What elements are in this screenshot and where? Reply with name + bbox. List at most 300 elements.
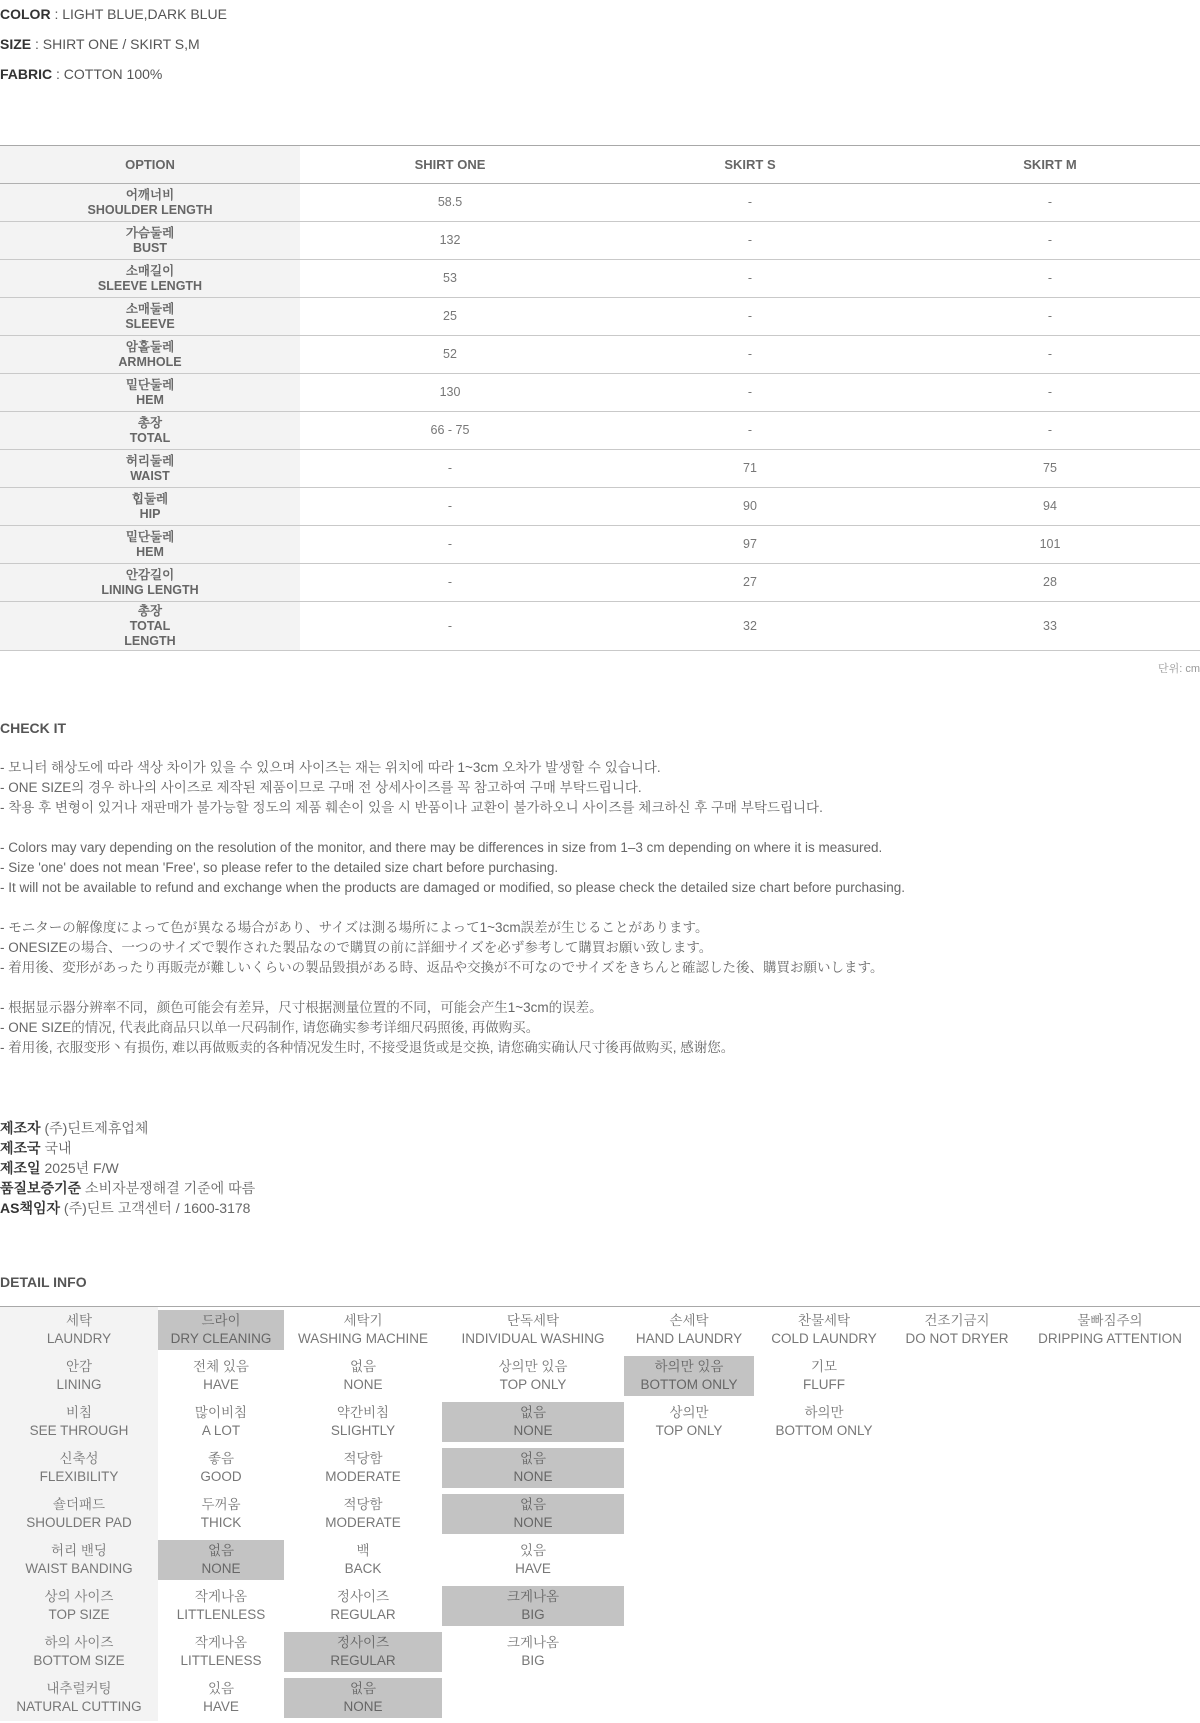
detail-option-en: BOTTOM SIZE bbox=[33, 1652, 125, 1668]
size-value: - bbox=[600, 222, 900, 260]
check-it-line: - 根据显示器分辨率不同，颜色可能会有差异，尺寸根据测量位置的不同，可能会产生1~3cm的误差。 bbox=[0, 1000, 603, 1015]
detail-option-en: DO NOT DRYER bbox=[905, 1330, 1009, 1346]
check-it-line: - 착용 후 변형이 있거나 재판매가 불가능할 정도의 제품 훼손이 있을 시 반품이나 교환이 불가하오니 사이즈를 체크하신 후 구매 부탁드립니다. bbox=[0, 800, 823, 815]
detail-row bbox=[0, 1629, 1200, 1675]
spec-color bbox=[0, 6, 227, 22]
detail-empty-cell bbox=[894, 1537, 1020, 1583]
detail-option-ko: 크게나옴 bbox=[506, 1588, 560, 1604]
measurement-label-ko: 어깨너비 bbox=[125, 187, 175, 202]
detail-category bbox=[0, 1629, 158, 1675]
detail-option-ko: 하의 사이즈 bbox=[44, 1634, 114, 1650]
measurement-label-ko: 총장 bbox=[137, 415, 163, 430]
size-value: - bbox=[300, 488, 600, 526]
detail-info-table bbox=[0, 1306, 1200, 1721]
detail-option-value bbox=[0, 1632, 158, 1672]
detail-category bbox=[0, 1583, 158, 1629]
detail-option bbox=[754, 1399, 894, 1445]
detail-option-en: HAND LAUNDRY bbox=[635, 1330, 743, 1346]
size-value: 27 bbox=[600, 564, 900, 602]
detail-option-selected bbox=[442, 1448, 624, 1488]
detail-option-en: A LOT bbox=[201, 1422, 241, 1438]
size-value: 28 bbox=[900, 564, 1200, 602]
detail-option bbox=[754, 1353, 894, 1399]
detail-option bbox=[442, 1583, 624, 1629]
check-it-line: - Size 'one' does not mean 'Free', so please refer to the detailed size chart before purchasing. bbox=[0, 860, 559, 875]
measurement-label-en: HEM bbox=[136, 544, 164, 559]
detail-option-value bbox=[754, 1356, 894, 1396]
measurement-label bbox=[0, 526, 300, 564]
detail-category bbox=[0, 1675, 158, 1721]
detail-empty-cell bbox=[894, 1399, 1020, 1445]
measurement-label-en: TOTAL LENGTH bbox=[124, 618, 176, 648]
measurement-label bbox=[0, 184, 300, 222]
check-it-title: CHECK IT bbox=[0, 720, 67, 736]
measurement-label bbox=[0, 374, 300, 412]
detail-option-selected bbox=[442, 1586, 624, 1626]
detail-option bbox=[158, 1583, 284, 1629]
detail-option-ko: 두꺼움 bbox=[201, 1496, 241, 1512]
spec-label: COLOR bbox=[0, 6, 51, 22]
manufacturer-line bbox=[0, 1120, 148, 1136]
size-value: 53 bbox=[300, 260, 600, 298]
detail-empty-cell bbox=[1020, 1353, 1200, 1399]
detail-option-value bbox=[284, 1402, 442, 1442]
detail-option-ko: 없음 bbox=[519, 1450, 547, 1466]
size-value: 32 bbox=[600, 602, 900, 651]
detail-option-value bbox=[894, 1310, 1020, 1350]
spec-size bbox=[0, 36, 200, 52]
detail-row bbox=[0, 1445, 1200, 1491]
size-value: 101 bbox=[900, 526, 1200, 564]
detail-option-en: HAVE bbox=[203, 1698, 239, 1714]
detail-option-value bbox=[442, 1632, 624, 1672]
detail-option-ko: 상의 사이즈 bbox=[44, 1588, 114, 1604]
detail-option-en: LITTLENLESS bbox=[176, 1606, 266, 1622]
detail-option-selected bbox=[442, 1494, 624, 1534]
detail-row bbox=[0, 1399, 1200, 1445]
detail-option-value bbox=[0, 1586, 158, 1626]
detail-option-en: WASHING MACHINE bbox=[297, 1330, 428, 1346]
detail-option-ko: 단독세탁 bbox=[506, 1312, 560, 1328]
size-row bbox=[0, 298, 1200, 336]
detail-option-en: GOOD bbox=[200, 1468, 242, 1484]
detail-option-en: REGULAR bbox=[330, 1652, 396, 1668]
detail-option-ko: 있음 bbox=[207, 1680, 235, 1696]
detail-option-en: BOTTOM ONLY bbox=[775, 1422, 873, 1438]
detail-option-en: DRIPPING ATTENTION bbox=[1038, 1330, 1182, 1346]
spec-value: : SHIRT ONE / SKIRT S,M bbox=[31, 36, 200, 52]
detail-row bbox=[0, 1491, 1200, 1537]
detail-option-ko: 건조기금지 bbox=[924, 1312, 990, 1328]
detail-option bbox=[158, 1629, 284, 1675]
size-value: - bbox=[300, 602, 600, 651]
size-value: - bbox=[900, 260, 1200, 298]
detail-option-en: REGULAR bbox=[330, 1606, 396, 1622]
measurement-label-ko: 힙둘레 bbox=[131, 491, 169, 506]
size-row bbox=[0, 526, 1200, 564]
size-value: 132 bbox=[300, 222, 600, 260]
detail-empty-cell bbox=[754, 1675, 894, 1721]
detail-option-en: TOP ONLY bbox=[655, 1422, 723, 1438]
detail-option-en: MODERATE bbox=[325, 1514, 401, 1530]
size-value: - bbox=[900, 412, 1200, 450]
size-value: - bbox=[900, 336, 1200, 374]
spec-label: FABRIC bbox=[0, 66, 53, 82]
detail-option-value bbox=[158, 1448, 284, 1488]
detail-option-ko: 세탁 bbox=[65, 1312, 93, 1328]
detail-option bbox=[442, 1307, 624, 1353]
size-row bbox=[0, 450, 1200, 488]
measurement-label-en: LINING LENGTH bbox=[101, 582, 199, 597]
measurement-label-ko: 안감길이 bbox=[125, 567, 175, 582]
detail-option-en: NONE bbox=[513, 1514, 553, 1530]
manufacturer-line bbox=[0, 1200, 250, 1216]
detail-option bbox=[158, 1491, 284, 1537]
size-value: - bbox=[600, 374, 900, 412]
manufacturer-value: 국내 bbox=[40, 1140, 72, 1156]
measurement-label bbox=[0, 336, 300, 374]
detail-option bbox=[624, 1307, 754, 1353]
detail-empty-cell bbox=[624, 1491, 754, 1537]
detail-option-en: BIG bbox=[521, 1652, 545, 1668]
manufacturer-value: 2025년 F/W bbox=[40, 1160, 119, 1176]
check-it-line: - ONESIZEの場合、一つのサイズで製作された製品なので購買の前に詳細サイズを必ず参考して購買お願い致します。 bbox=[0, 940, 713, 955]
detail-option-value bbox=[158, 1678, 284, 1718]
detail-option-value bbox=[0, 1402, 158, 1442]
detail-option-value bbox=[284, 1356, 442, 1396]
manufacturer-line bbox=[0, 1180, 255, 1196]
measurement-label bbox=[0, 450, 300, 488]
detail-empty-cell bbox=[624, 1537, 754, 1583]
detail-option-value bbox=[0, 1356, 158, 1396]
check-it-line: - 모니터 해상도에 따라 색상 차이가 있을 수 있으며 사이즈는 재는 위치에 따라 1~3cm 오차가 발생할 수 있습니다. bbox=[0, 760, 661, 775]
detail-option-ko: 손세탁 bbox=[669, 1312, 709, 1328]
detail-option-en: LITTLENESS bbox=[180, 1652, 262, 1668]
check-it-line: - 着用後, 衣服变形丶有损伤, 难以再做贩卖的各种情况发生时, 不接受退货或是交换, 请您确实确认尺寸後再做购买, 感谢您。 bbox=[0, 1040, 735, 1055]
detail-row bbox=[0, 1583, 1200, 1629]
detail-option-ko: 좋음 bbox=[207, 1450, 235, 1466]
detail-empty-cell bbox=[894, 1629, 1020, 1675]
detail-empty-cell bbox=[894, 1675, 1020, 1721]
detail-option-ko: 작게나옴 bbox=[194, 1634, 248, 1650]
detail-option-selected bbox=[158, 1310, 284, 1350]
measurement-label-ko: 소매둘레 bbox=[125, 301, 175, 316]
detail-option-en: NONE bbox=[513, 1468, 553, 1484]
detail-empty-cell bbox=[754, 1491, 894, 1537]
detail-empty-cell bbox=[754, 1583, 894, 1629]
size-row bbox=[0, 184, 1200, 222]
detail-option-ko: 상의만 bbox=[669, 1404, 709, 1420]
detail-empty-cell bbox=[624, 1583, 754, 1629]
detail-option-ko: 내추럴커팅 bbox=[46, 1680, 112, 1696]
detail-option-value bbox=[0, 1448, 158, 1488]
detail-option-value bbox=[1020, 1310, 1200, 1350]
measurement-label-en: TOTAL bbox=[129, 430, 171, 445]
size-value: - bbox=[600, 184, 900, 222]
detail-option bbox=[442, 1491, 624, 1537]
manufacturer-label: 제조일 bbox=[0, 1160, 41, 1176]
detail-option-en: COLD LAUNDRY bbox=[771, 1330, 877, 1346]
detail-option-value bbox=[284, 1586, 442, 1626]
detail-option-ko: 없음 bbox=[349, 1680, 377, 1696]
detail-option-en: LAUNDRY bbox=[46, 1330, 112, 1346]
check-it-line: - ONE SIZE的情况, 代表此商品只以单一尺码制作, 请您确实参考详细尺码照後, 再做购买。 bbox=[0, 1020, 540, 1035]
check-it-line: - Colors may vary depending on the resolution of the monitor, and there may be differences in size from 1–3 cm depending on where it is measured. bbox=[0, 840, 883, 855]
detail-option-ko: 있음 bbox=[519, 1542, 547, 1558]
size-value: - bbox=[600, 336, 900, 374]
detail-option-en: BACK bbox=[344, 1560, 382, 1576]
header-shirt-one: SHIRT ONE bbox=[300, 146, 600, 184]
detail-empty-cell bbox=[754, 1629, 894, 1675]
size-row bbox=[0, 412, 1200, 450]
header-skirt-s: SKIRT S bbox=[600, 146, 900, 184]
detail-category bbox=[0, 1491, 158, 1537]
detail-row bbox=[0, 1675, 1200, 1721]
measurement-label-en: WAIST bbox=[130, 468, 170, 483]
manufacturer-label: AS책임자 bbox=[0, 1200, 61, 1216]
size-value: - bbox=[900, 374, 1200, 412]
detail-option bbox=[442, 1353, 624, 1399]
detail-option-en: NONE bbox=[201, 1560, 241, 1576]
detail-option-ko: 하의만 있음 bbox=[654, 1358, 724, 1374]
detail-option-ko: 상의만 있음 bbox=[498, 1358, 568, 1374]
detail-option bbox=[1020, 1307, 1200, 1353]
detail-option-en: FLEXIBILITY bbox=[39, 1468, 119, 1484]
size-value: 97 bbox=[600, 526, 900, 564]
detail-option-value bbox=[158, 1402, 284, 1442]
header-option: OPTION bbox=[0, 146, 300, 184]
detail-option bbox=[284, 1629, 442, 1675]
detail-option-ko: 전체 있음 bbox=[193, 1358, 249, 1374]
detail-option-en: THICK bbox=[200, 1514, 242, 1530]
size-table-header bbox=[0, 146, 1200, 184]
detail-option bbox=[442, 1537, 624, 1583]
detail-option-ko: 숄더패드 bbox=[52, 1496, 106, 1512]
detail-option-value bbox=[284, 1494, 442, 1534]
detail-option bbox=[754, 1307, 894, 1353]
detail-option-en: BIG bbox=[521, 1606, 545, 1622]
detail-option-value bbox=[624, 1402, 754, 1442]
detail-option-value bbox=[0, 1310, 158, 1350]
detail-option-ko: 정사이즈 bbox=[336, 1634, 390, 1650]
detail-option bbox=[624, 1399, 754, 1445]
detail-empty-cell bbox=[624, 1629, 754, 1675]
detail-category bbox=[0, 1353, 158, 1399]
detail-option bbox=[284, 1675, 442, 1721]
size-table bbox=[0, 145, 1200, 651]
detail-option-ko: 안감 bbox=[65, 1358, 93, 1374]
size-value: - bbox=[600, 298, 900, 336]
measurement-label-ko: 밑단둘레 bbox=[125, 377, 175, 392]
detail-option bbox=[158, 1353, 284, 1399]
detail-option-value bbox=[284, 1310, 442, 1350]
detail-option bbox=[158, 1537, 284, 1583]
measurement-label-en: BUST bbox=[132, 240, 168, 255]
size-row bbox=[0, 602, 1200, 651]
detail-empty-cell bbox=[1020, 1537, 1200, 1583]
size-row bbox=[0, 374, 1200, 412]
measurement-label-ko: 소매길이 bbox=[125, 263, 175, 278]
detail-empty-cell bbox=[894, 1583, 1020, 1629]
detail-option-en: TOP ONLY bbox=[499, 1376, 567, 1392]
detail-option-selected bbox=[284, 1632, 442, 1672]
detail-empty-cell bbox=[754, 1445, 894, 1491]
detail-option-selected bbox=[284, 1678, 442, 1718]
detail-option bbox=[442, 1445, 624, 1491]
size-row bbox=[0, 222, 1200, 260]
spec-value: : COTTON 100% bbox=[52, 66, 163, 82]
measurement-label-ko: 총장 bbox=[137, 603, 163, 618]
manufacturer-label: 제조자 bbox=[0, 1120, 41, 1136]
detail-option-value bbox=[0, 1540, 158, 1580]
detail-option-value bbox=[624, 1310, 754, 1350]
measurement-label bbox=[0, 298, 300, 336]
detail-option-en: SHOULDER PAD bbox=[26, 1514, 132, 1530]
detail-option-value bbox=[284, 1448, 442, 1488]
detail-option-ko: 약간비침 bbox=[336, 1404, 390, 1420]
size-value: - bbox=[900, 298, 1200, 336]
detail-option-ko: 물빠짐주의 bbox=[1077, 1312, 1143, 1328]
spec-fabric bbox=[0, 66, 162, 82]
detail-option-ko: 허리 밴딩 bbox=[51, 1542, 107, 1558]
measurement-label bbox=[0, 488, 300, 526]
detail-option-ko: 하의만 bbox=[804, 1404, 844, 1420]
detail-option-ko: 크게나옴 bbox=[506, 1634, 560, 1650]
detail-option bbox=[284, 1399, 442, 1445]
detail-category bbox=[0, 1537, 158, 1583]
measurement-label bbox=[0, 602, 300, 651]
detail-row bbox=[0, 1307, 1200, 1353]
detail-row bbox=[0, 1537, 1200, 1583]
check-it-line: - It will not be available to refund and exchange when the products are damaged or modified, so please check the detailed size chart before purchasing. bbox=[0, 880, 906, 895]
manufacturer-value: (주)딘트 고객센터 / 1600-3178 bbox=[60, 1200, 251, 1216]
measurement-label bbox=[0, 564, 300, 602]
size-value: - bbox=[300, 564, 600, 602]
detail-option bbox=[442, 1629, 624, 1675]
measurement-label bbox=[0, 260, 300, 298]
measurement-label-en: SLEEVE bbox=[125, 316, 175, 331]
detail-option-en: NONE bbox=[343, 1698, 383, 1714]
size-value: 66 - 75 bbox=[300, 412, 600, 450]
measurement-label-ko: 가슴둘레 bbox=[125, 225, 175, 240]
detail-empty-cell bbox=[894, 1353, 1020, 1399]
detail-option-ko: 없음 bbox=[519, 1404, 547, 1420]
detail-option-value bbox=[442, 1356, 624, 1396]
detail-option bbox=[442, 1399, 624, 1445]
detail-option bbox=[158, 1307, 284, 1353]
measurement-label bbox=[0, 412, 300, 450]
detail-option-selected bbox=[158, 1540, 284, 1580]
size-value: 130 bbox=[300, 374, 600, 412]
detail-empty-cell bbox=[894, 1491, 1020, 1537]
size-value: 71 bbox=[600, 450, 900, 488]
detail-row bbox=[0, 1353, 1200, 1399]
detail-option-en: HAVE bbox=[515, 1560, 551, 1576]
manufacturer-value: 소비자분쟁해결 기준에 따름 bbox=[81, 1180, 256, 1196]
unit-note: 단위: cm bbox=[1157, 663, 1200, 675]
detail-option-ko: 기모 bbox=[810, 1358, 838, 1374]
size-value: - bbox=[300, 526, 600, 564]
detail-option-ko: 적당함 bbox=[343, 1496, 383, 1512]
detail-option-en: INDIVIDUAL WASHING bbox=[461, 1330, 605, 1346]
detail-option-ko: 드라이 bbox=[201, 1312, 241, 1328]
detail-option-ko: 없음 bbox=[519, 1496, 547, 1512]
detail-option bbox=[158, 1675, 284, 1721]
check-it-line: - モニターの解像度によって色が異なる場合があり、サイズは測る場所によって1~3cm誤差が生じることがあります。 bbox=[0, 920, 709, 935]
measurement-label-en: HIP bbox=[139, 506, 161, 521]
header-skirt-m: SKIRT M bbox=[900, 146, 1200, 184]
detail-option bbox=[158, 1399, 284, 1445]
detail-empty-cell bbox=[624, 1445, 754, 1491]
size-value: - bbox=[600, 412, 900, 450]
size-row bbox=[0, 564, 1200, 602]
detail-empty-cell bbox=[1020, 1629, 1200, 1675]
detail-option-en: TOP SIZE bbox=[48, 1606, 110, 1622]
detail-option-value bbox=[442, 1310, 624, 1350]
measurement-label-en: SHOULDER LENGTH bbox=[87, 202, 213, 217]
detail-option-ko: 세탁기 bbox=[343, 1312, 383, 1328]
manufacturer-value: (주)딘트제휴업체 bbox=[40, 1120, 149, 1136]
detail-option-value bbox=[158, 1632, 284, 1672]
detail-option-ko: 없음 bbox=[349, 1358, 377, 1374]
measurement-label-en: ARMHOLE bbox=[118, 354, 182, 369]
manufacturer-line bbox=[0, 1140, 72, 1156]
size-value: - bbox=[600, 260, 900, 298]
detail-empty-cell bbox=[442, 1675, 624, 1721]
detail-option-value bbox=[158, 1586, 284, 1626]
detail-option-value bbox=[754, 1402, 894, 1442]
spec-label: SIZE bbox=[0, 36, 32, 52]
detail-option-selected bbox=[442, 1402, 624, 1442]
spec-value: : LIGHT BLUE,DARK BLUE bbox=[50, 6, 227, 22]
detail-option-value bbox=[158, 1494, 284, 1534]
detail-empty-cell bbox=[1020, 1491, 1200, 1537]
detail-option-en: FLUFF bbox=[803, 1376, 845, 1392]
detail-option bbox=[158, 1445, 284, 1491]
check-it-line: - ONE SIZE의 경우 하나의 사이즈로 제작된 제품이므로 구매 전 상세사이즈를 꼭 참고하여 구매 부탁드립니다. bbox=[0, 780, 642, 795]
size-value: 52 bbox=[300, 336, 600, 374]
detail-option bbox=[284, 1353, 442, 1399]
detail-option-en: NONE bbox=[513, 1422, 553, 1438]
detail-option-en: NONE bbox=[343, 1376, 383, 1392]
detail-option-value bbox=[442, 1540, 624, 1580]
detail-option-value bbox=[0, 1678, 158, 1718]
size-value: 90 bbox=[600, 488, 900, 526]
detail-option bbox=[894, 1307, 1020, 1353]
measurement-label-en: HEM bbox=[136, 392, 164, 407]
size-row bbox=[0, 488, 1200, 526]
detail-option-value bbox=[754, 1310, 894, 1350]
detail-option-ko: 많이비침 bbox=[194, 1404, 248, 1420]
detail-empty-cell bbox=[1020, 1399, 1200, 1445]
size-value: 25 bbox=[300, 298, 600, 336]
size-value: 75 bbox=[900, 450, 1200, 488]
detail-empty-cell bbox=[1020, 1675, 1200, 1721]
detail-option-value bbox=[284, 1540, 442, 1580]
detail-option-en: HAVE bbox=[203, 1376, 239, 1392]
detail-option-en: WAIST BANDING bbox=[25, 1560, 133, 1576]
detail-option bbox=[284, 1491, 442, 1537]
manufacturer-label: 제조국 bbox=[0, 1140, 41, 1156]
detail-option-ko: 정사이즈 bbox=[336, 1588, 390, 1604]
measurement-label-ko: 밑단둘레 bbox=[125, 529, 175, 544]
detail-empty-cell bbox=[1020, 1445, 1200, 1491]
manufacturer-label: 품질보증기준 bbox=[0, 1180, 82, 1196]
detail-option-value bbox=[158, 1356, 284, 1396]
size-value: - bbox=[300, 450, 600, 488]
measurement-label-ko: 허리둘레 bbox=[125, 453, 175, 468]
detail-option-ko: 찬물세탁 bbox=[797, 1312, 851, 1328]
